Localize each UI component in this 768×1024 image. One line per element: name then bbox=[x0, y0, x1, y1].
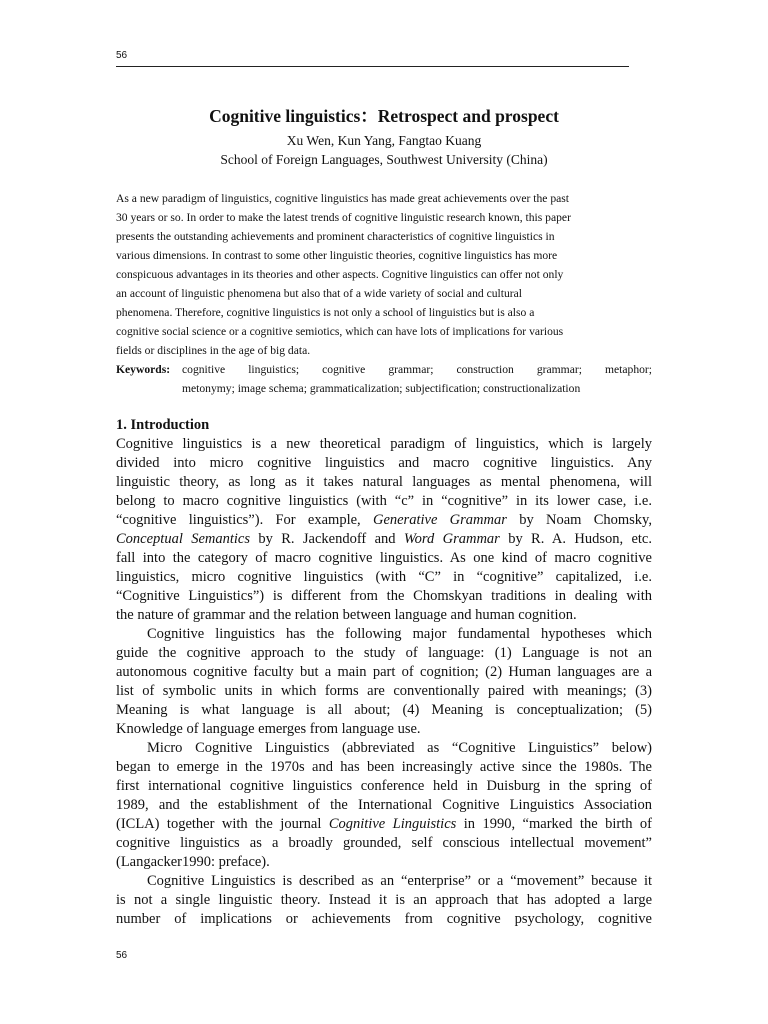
body-line: linguistic theory, as long as it takes natural languages as mental phenomena, will bbox=[116, 474, 652, 490]
abstract-line: cognitive social science or a cognitive semiotics, which can have lots of implications for various bbox=[116, 325, 564, 338]
keywords-line: metonymy; image schema; grammaticalization; subjectification; constructionalization bbox=[182, 382, 581, 395]
body-line: Cognitive Linguistics is described as an “enterprise” or a “movement” because it bbox=[147, 873, 652, 889]
body-line: “cognitive linguistics”). For example, Generative Grammar by Noam Chomsky, bbox=[116, 512, 652, 528]
body-line: is not a single linguistic theory. Instead it is an approach that has adopted a large bbox=[116, 892, 652, 908]
abstract bbox=[116, 189, 652, 360]
body-line: Knowledge of language emerges from language use. bbox=[116, 721, 421, 737]
keywords bbox=[116, 360, 652, 398]
body-line: Micro Cognitive Linguistics (abbreviated as “Cognitive Linguistics” below) bbox=[147, 740, 652, 756]
body-line: divided into micro cognitive linguistics and macro cognitive linguistics. Any bbox=[116, 455, 652, 471]
abstract-line: various dimensions. In contrast to some other linguistic theories, cognitive linguistics has more bbox=[116, 249, 558, 262]
section-heading: 1. Introduction bbox=[116, 417, 210, 433]
authors: Xu Wen, Kun Yang, Fangtao Kuang bbox=[286, 133, 482, 148]
body-line: Cognitive linguistics is a new theoretical paradigm of linguistics, which is largely bbox=[116, 436, 652, 452]
header-page-number: 56 bbox=[116, 50, 128, 61]
affiliation: School of Foreign Languages, Southwest University (China) bbox=[220, 152, 548, 167]
body-line: belong to macro cognitive linguistics (with “c” in “cognitive” in its lower case, i.e. bbox=[116, 493, 652, 509]
body-line: cognitive linguistics as a broadly grounded, self conscious intellectual movement” bbox=[116, 835, 652, 851]
body-line: (ICLA) together with the journal Cognitive Linguistics in 1990, “marked the birth of bbox=[116, 816, 652, 832]
body-line: list of symbolic units in which forms are conventionally paired with meanings; (3) bbox=[116, 683, 652, 699]
body-line: began to emerge in the 1970s and has been increasingly active since the 1980s. The bbox=[116, 759, 652, 775]
body-line: Meaning is what language is all about; (4) Meaning is conceptualization; (5) bbox=[116, 702, 652, 718]
body-line: first international cognitive linguistics conference held in Duisburg in the spring of bbox=[116, 778, 652, 794]
citation-title: Conceptual Semantics bbox=[116, 531, 251, 547]
paper-title: Cognitive linguistics：Retrospect and prospect bbox=[209, 106, 559, 126]
body-line: 1989, and the establishment of the International Cognitive Linguistics Association bbox=[116, 797, 652, 813]
body-line: autonomous cognitive faculty but a main part of cognition; (2) Human languages are a bbox=[116, 664, 652, 680]
body-line: Conceptual Semantics by R. Jackendoff and Word Grammar by R. A. Hudson, etc. bbox=[116, 531, 652, 547]
citation-title: Word Grammar bbox=[403, 531, 500, 547]
body-line: (Langacker1990: preface). bbox=[116, 854, 270, 870]
body-line: linguistics, micro cognitive linguistics (with “C” in “cognitive” capitalized, i.e. bbox=[116, 569, 652, 585]
header-rule bbox=[116, 66, 629, 67]
abstract-line: conspicuous advantages in its theories and other aspects. Cognitive linguistics can offer not only bbox=[116, 268, 564, 281]
body-line: fall into the category of macro cognitive linguistics. As one kind of macro cognitive bbox=[116, 550, 652, 566]
body-line: Cognitive linguistics has the following major fundamental hypotheses which bbox=[147, 626, 652, 642]
abstract-line: As a new paradigm of linguistics, cognitive linguistics has made great achievements over the past bbox=[116, 192, 569, 205]
body-text bbox=[116, 435, 652, 929]
footer-page-number: 56 bbox=[116, 950, 128, 961]
citation-title: Cognitive Linguistics bbox=[328, 816, 457, 832]
abstract-line: an account of linguistic phenomena but also that of a wide variety of social and cultural bbox=[116, 287, 522, 300]
keywords-line: cognitive linguistics; cognitive grammar; construction grammar; metaphor; bbox=[182, 363, 652, 376]
keywords-label: Keywords: bbox=[116, 363, 171, 376]
body-line: guide the cognitive approach to the study of language: (1) Language is not an bbox=[116, 645, 652, 661]
abstract-line: presents the outstanding achievements and prominent characteristics of cognitive linguistics in bbox=[116, 230, 555, 243]
abstract-line: fields or disciplines in the age of big data. bbox=[116, 344, 311, 357]
body-line: “Cognitive Linguistics”) is different from the Chomskyan traditions in dealing with bbox=[116, 588, 652, 604]
body-line: number of implications or achievements from cognitive psychology, cognitive bbox=[116, 911, 652, 927]
abstract-line: phenomena. Therefore, cognitive linguistics is not only a school of linguistics but is also a bbox=[116, 306, 535, 319]
citation-title: Generative Grammar bbox=[372, 512, 507, 528]
body-line: the nature of grammar and the relation between language and human cognition. bbox=[116, 607, 577, 623]
abstract-line: 30 years or so. In order to make the latest trends of cognitive linguistic research known, this paper bbox=[116, 211, 571, 224]
